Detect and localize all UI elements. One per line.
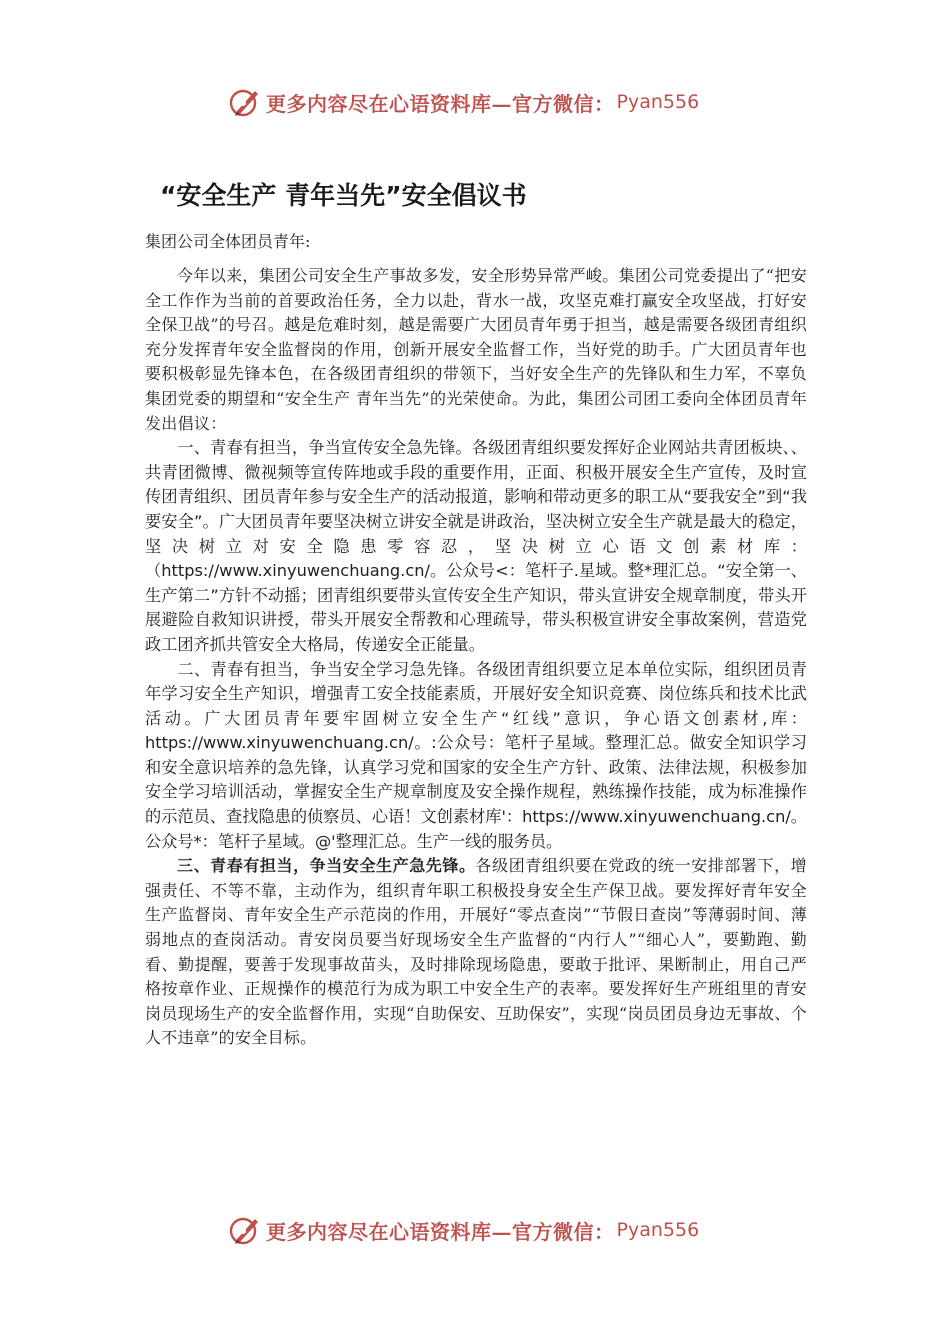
pen-logo-icon	[228, 1213, 262, 1247]
paragraph-3-lead: 三、青春有担当，争当安全生产急先锋。	[177, 856, 476, 876]
header-banner	[228, 84, 699, 120]
banner-wechat-id: Pyan556	[616, 1219, 700, 1241]
paragraph-1: 一、青春有担当，争当宣传安全急先锋。各级团青组织要发挥好企业网站共青团板块、、共青团微博、微视频等宣传阵地或手段的重要作用，正面、积极开展安全生产宣传，及时宣传团青组织、团员青年参与安全生产的活动报道，影响和带动更多的职工从“要我安全”到“我要安全”。广大团员青年要坚决树立讲安全就是讲政治，坚决树立安全生产就是最大的稳定，坚决树立对安全隐患零容忍，坚决树立心语文创素材库：（https://www.xinyuwenchuang.cn/。公众号<：笔杆子.星域。整*理汇总。“安全第一、生产第二”方针不动摇；团青组织要带头宣传安全生产知识，带头宣讲安全规章制度，带头开展避险自救知识讲授，带头开展安全帮教和心理疏导，带头积极宣讲安全事故案例，营造党政工团齐抓共管安全大格局，传递安全正能量。	[145, 438, 807, 654]
paragraph-3	[145, 854, 807, 1051]
paragraph-2: 二、青春有担当，争当安全学习急先锋。各级团青组织要立足本单位实际，组织团员青年学习安全生产知识，增强青工安全技能素质，开展好安全知识竞赛、岗位练兵和技术比武活动。广大团员青年要牢固树立安全生产“红线”意识，争心语文创素材,库：https://www.xinyuwenchuang.cn/。:公众号：笔杆子星域。整理汇总。做安全知识学习和安全意识培养的急先锋，认真学习党和国家的安全生产方针、政策、法律法规，积极参加安全学习培训活动，掌握安全生产规章制度及安全操作规程，熟练操作技能，成为标准操作的示范员、查找隐患的侦察员、心语！文创素材库'：https://www.xinyuwenchuang.cn/。公众号*：笔杆子星域。@'整理汇总。生产一线的服务员。	[145, 659, 807, 851]
pen-logo-icon	[228, 85, 262, 119]
banner-text: 更多内容尽在心语资料库—官方微信：	[266, 91, 615, 116]
banner-wechat-id: Pyan556	[616, 91, 700, 113]
paragraph-3-text: 各级团青组织要在党政的统一安排部署下，增强责任、不等不靠，主动作为，组织青年职工积极投身安全生产保卫战。要发挥好青年安全生产监督岗、青年安全生产示范岗的作用，开展好“零点查岗”“节假日查岗”等薄弱时间、薄弱地点的查岗活动。青安岗员要当好现场安全生产监督的“内行人”“细心人”，要勤跑、勤看、勤提醒，要善于发现事故苗头，及时排除现场隐患，要敢于批评、果断制止，用自己严格按章作业、正规操作的模范行为成为职工中安全生产的表率。要发挥好生产班组里的青安岗员现场生产的安全监督作用，实现“自助保安、互助保安”，实现“岗员团员身边无事故、个人不违章”的安全目标。	[145, 856, 807, 1048]
banner-text: 更多内容尽在心语资料库—官方微信：	[266, 1219, 615, 1244]
document-body	[145, 230, 807, 1051]
footer-banner	[228, 1212, 699, 1248]
greeting: 集团公司全体团员青年:	[145, 232, 311, 251]
document-title: “安全生产 青年当先”安全倡议书	[160, 181, 527, 210]
paragraph-intro: 今年以来，集团公司安全生产事故多发，安全形势异常严峻。集团公司党委提出了“把安全工作作为当前的首要政治任务，全力以赴，背水一战，攻坚克难打赢安全攻坚战，打好安全保卫战”的号召。越是危难时刻，越是需要广大团员青年勇于担当，越是需要各级团青组织充分发挥青年安全监督岗的作用，创新开展安全监督工作，当好党的助手。广大团员青年也要积极彰显先锋本色，在各级团青组织的带领下，当好安全生产的先锋队和生力军，不辜负集团党委的期望和“安全生产 青年当先”的光荣使命。为此，集团公司团工委向全体团员青年发出倡议：	[145, 266, 807, 433]
